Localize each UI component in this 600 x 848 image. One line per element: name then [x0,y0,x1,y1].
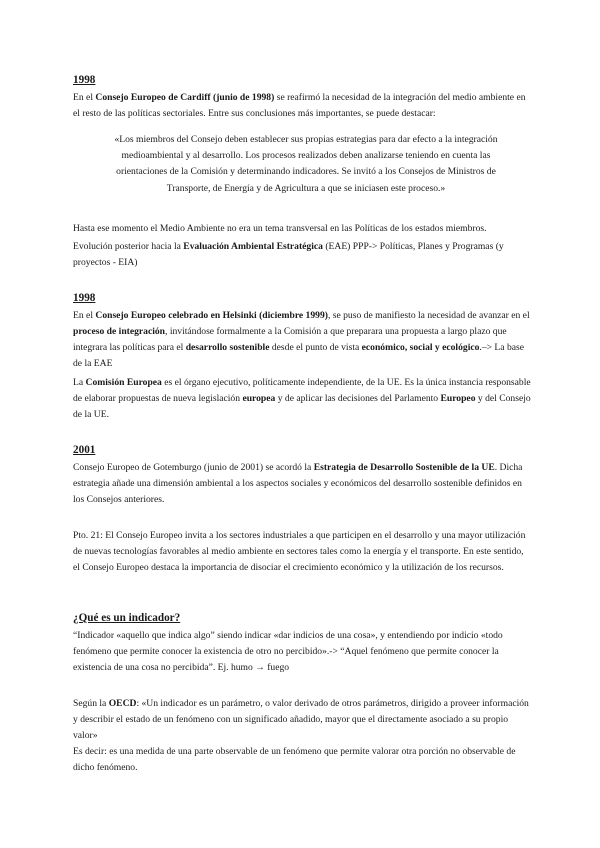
helsinki-paragraph: En el Consejo Europeo celebrado en Helsinki (diciembre 1999), se puso de manifiesto la necesidad de avanzar en el proceso de integración, invitándose formalmente a la Comisión a que preparara una propuesta a largo plazo que integrara las políticas para el desarrollo sostenible desde el punto de vista económico, social y ecológico.–> La base de la EAE [73,310,530,369]
section-heading-1998-cardiff: 1998 [73,74,96,86]
cardiff-quote: «Los miembros del Consejo deben establecer sus propias estrategias para dar efecto a la integración medioambiental y al desarrollo. Los procesos realizados deben analizarse teniendo en cuenta las orientaciones de la Comisión y determinando indicadores. Se invitó a los Consejos de Ministros de Transporte, de Energía y de Agricultura a que se iniciasen este proceso.» [114,134,498,194]
europea-bold: europea [242,393,276,404]
europeo-bold: Europeo [440,393,476,404]
commission-bold: Comisión Europea [85,377,162,388]
oecd-bold: OECD [108,698,137,709]
section-heading-2001: 2001 [73,444,96,456]
helsinki-council-bold: Consejo Europeo celebrado en Helsinki (diciembre 1999) [95,310,328,321]
es-decir-paragraph: Es decir: es una medida de una parte observable de un fenómeno que permite valorar otra porción no observable de dicho fenómeno. [73,746,516,773]
cardiff-intro-paragraph: En el Consejo Europeo de Cardiff (junio de 1998) se reafirmó la necesidad de la integración del medio ambiente en el resto de las políticas sectoriales. Entre sus conclusiones más importantes, se puede destacar: [73,92,526,119]
sustainable-development-bold: desarrollo sostenible [185,342,270,353]
point-21-paragraph: Pto. 21: El Consejo Europeo invita a los sectores industriales a que participen en el desarrollo y una mayor utilización de nuevas tecnologías favorables al medio ambiente en sectores tales como la energía y el transporte. En este sentido, el Consejo Europeo destaca la importancia de disociar el crecimiento económico y la utilización de los recursos. [73,530,526,573]
gotemburgo-paragraph: Consejo Europeo de Gotemburgo (junio de 2001) se acordó la Estrategia de Desarrollo Sostenible de la UE. Dicha estrategia añade una dimensión ambiental a los aspectos sociales y económicos del desarrollo sostenible definidos en los Consejos anteriores. [73,462,523,505]
european-commission-paragraph: La Comisión Europea es el órgano ejecutivo, políticamente independiente, de la UE. Es la única instancia responsable de elaborar propuestas de nueva legislación europea y de aplicar las decisiones del Parlamento Europeo y del Consejo de la UE. [73,377,531,420]
eae-evolution-paragraph: Evolución posterior hacia la Evaluación Ambiental Estratégica (EAE) PPP-> Políticas, Planes y Programas (y proyectos - EIA) [73,241,504,268]
sustainable-strategy-bold: Estrategia de Desarrollo Sostenible de la UE [313,462,495,473]
section-heading-1998-helsinki: 1998 [73,292,96,304]
eae-bold: Evaluación Ambiental Estratégica [183,241,323,252]
oecd-paragraph: Según la OECD: «Un indicador es un parámetro, o valor derivado de otros parámetros, dirigido a proveer información y describir el estado de un fenómeno con un significado añadido, mayor que el directamente asociado a su propio valor» [73,698,529,741]
transversal-paragraph: Hasta ese momento el Medio Ambiente no era un tema transversal en las Políticas de los estados miembros. [73,223,487,234]
integration-process-bold: proceso de integración [73,326,166,337]
economic-social-ecologic-bold: económico, social y ecológico [361,342,480,353]
section-heading-indicator: ¿Qué es un indicador? [73,612,181,624]
indicator-definition-paragraph: “Indicador «aquello que indica algo” siendo indicar «dar indicios de una cosa», y entendiendo por indicio «todo fenómeno que permite conocer la existencia de otro no percibido».-> “Aquel fenómeno que permite conocer la existencia de una cosa no percibida”. Ej. humo → fuego [73,630,503,673]
cardiff-council-bold: Consejo Europeo de Cardiff (junio de 1998) [95,92,275,103]
